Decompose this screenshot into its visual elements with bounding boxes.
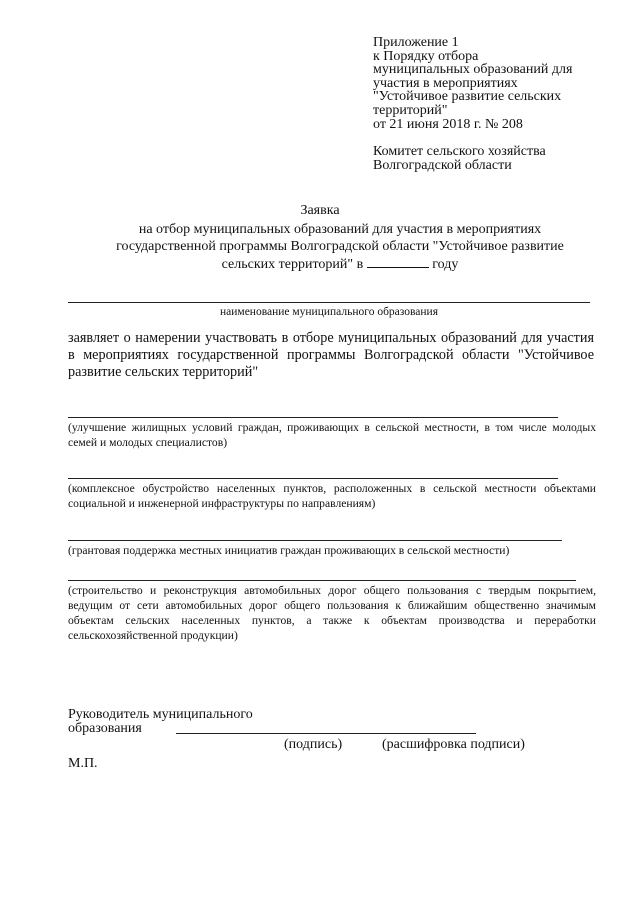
option-fill-line[interactable] xyxy=(68,478,558,479)
municipality-name-field[interactable] xyxy=(68,302,590,303)
signatory-line: образования xyxy=(68,721,142,736)
decryption-caption: (расшифровка подписи) xyxy=(382,737,525,752)
subtitle-year-word: году xyxy=(432,257,459,272)
signatory-label xyxy=(68,708,253,736)
addressee xyxy=(373,145,623,173)
addressee-line: Волгоградской области xyxy=(373,158,512,173)
appendix-line: участия в мероприятиях xyxy=(373,75,518,91)
subtitle-end-text: сельских территорий" в xyxy=(221,257,364,272)
option-roads: (строительство и реконструкция автомобильных дорог общего пользования с твердым покрытием, ведущим от сети автомобильных дорог общего пользования к ближайшим общественно значимым объектам сельских населенных пунктов, а также к объектам производства и переработки сельскохозяйственной продукции) xyxy=(68,584,596,642)
signature-caption: (подпись) xyxy=(284,737,343,752)
appendix-line: к Порядку отбора xyxy=(373,48,479,64)
subtitle-line: государственной программы Волгоградской области "Устойчивое развитие xyxy=(116,239,564,254)
appendix-line: территорий" xyxy=(373,102,448,118)
option-fill-line[interactable] xyxy=(68,417,558,418)
appendix-line: от 21 июня 2018 г. № 208 xyxy=(373,116,523,132)
option-grants: (грантовая поддержка местных инициатив граждан проживающих в сельской местности) xyxy=(68,544,510,557)
appendix-header xyxy=(373,36,623,131)
year-blank-field[interactable] xyxy=(367,255,429,268)
document-subtitle xyxy=(70,221,610,273)
appendix-line: "Устойчивое развитие сельских xyxy=(373,89,562,105)
stamp-place: М.П. xyxy=(68,756,98,771)
subtitle-line-year xyxy=(70,255,610,273)
option-infrastructure: (комплексное обустройство населенных пунктов, расположенных в сельской местности объектами социальной и инженерной инфраструктуры по направлениям) xyxy=(68,482,596,510)
addressee-line: Комитет сельского хозяйства xyxy=(373,144,546,159)
option-fill-line[interactable] xyxy=(68,540,562,541)
municipality-caption: наименование муниципального образования xyxy=(220,306,438,318)
declaration-text: заявляет о намерении участвовать в отборе муниципальных образований для участия в мероприятиях государственной программы Волгоградской области "Устойчивое развитие сельских территорий" xyxy=(68,330,594,380)
document-title: Заявка xyxy=(300,203,340,218)
signature-field[interactable] xyxy=(176,733,476,734)
signatory-line: Руководитель муниципального xyxy=(68,707,253,722)
appendix-line: муниципальных образований для xyxy=(373,62,573,78)
option-fill-line[interactable] xyxy=(68,580,576,581)
option-housing: (улучшение жилищных условий граждан, проживающих в сельской местности, в том числе молодых семей и молодых специалистов) xyxy=(68,421,596,449)
appendix-line: Приложение 1 xyxy=(373,35,459,50)
subtitle-line: на отбор муниципальных образований для участия в мероприятиях xyxy=(138,222,542,237)
